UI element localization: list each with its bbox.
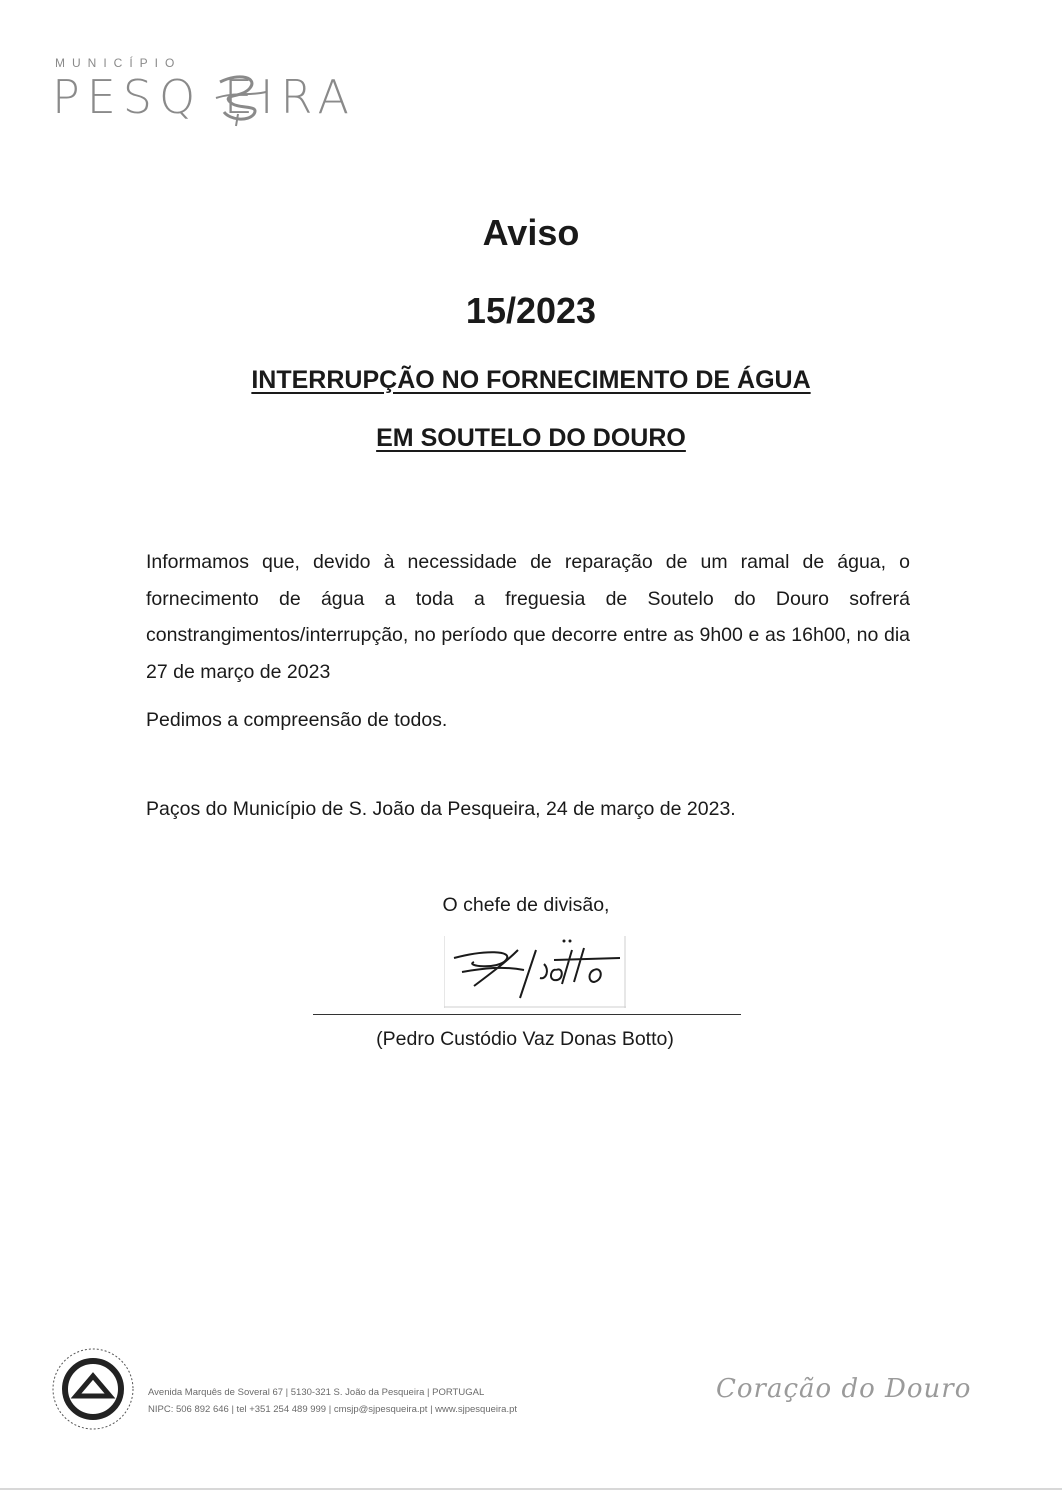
footer-address: Avenida Marquês de Soveral 67 | 5130-321 S. João da Pesqueira | PORTUGAL [148, 1387, 485, 1398]
notice-paragraph-1: Informamos que, devido à necessidade de reparação de um ramal de água, o fornecimento de água a toda a freguesia de Soutelo do Douro sofrerá constrangimentos/interrupção, no período que decorre entre as 9h00 e as 16h00, no dia 27 de março de 2023 [146, 551, 910, 683]
page-bottom-rule [0, 1488, 1062, 1490]
footer-contacts: NIPC: 506 892 646 | tel +351 254 489 999 | cmsjp@sjpesqueira.pt | www.sjpesqueira.pt [148, 1404, 518, 1415]
signature-line [313, 1014, 741, 1015]
notice-subject-line-1: INTERRUPÇÃO NO FORNECIMENTO DE ÁGUA [251, 366, 811, 394]
signature-role: O chefe de divisão, [442, 894, 610, 916]
handwritten-signature [444, 936, 626, 1008]
brand-tagline: Coração do Douro [716, 1374, 972, 1404]
municipality-logo [52, 56, 362, 136]
place-and-date: Paços do Município de S. João da Pesqueira, 24 de março de 2023. [146, 798, 736, 820]
notice-title: Aviso [482, 212, 580, 253]
logo-subtitle: MUNICÍPIO [55, 56, 182, 70]
footer-contact-block [148, 1384, 517, 1418]
signer-name: (Pedro Custódio Vaz Donas Botto) [376, 1028, 674, 1050]
world-heritage-emblem-icon [50, 1346, 136, 1432]
logo-swirl-icon [210, 68, 270, 130]
logo-wordmark: PESQ EIRA [52, 70, 357, 124]
notice-paragraph-2: Pedimos a compreensão de todos. [146, 709, 448, 731]
notice-subject-line-2: EM SOUTELO DO DOURO [376, 424, 686, 452]
notice-number: 15/2023 [465, 290, 597, 331]
